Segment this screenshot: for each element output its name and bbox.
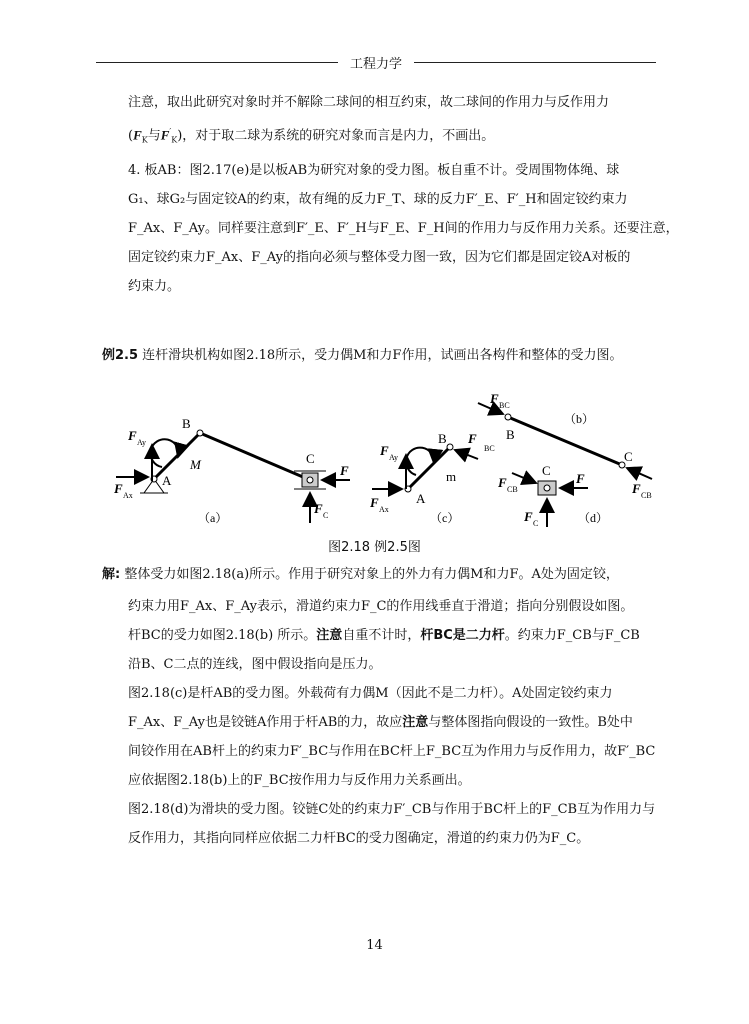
label-fay2: F — [380, 443, 389, 458]
paragraph-board-ab — [128, 156, 679, 301]
label-fax: F — [114, 481, 123, 496]
label-m: M — [190, 457, 201, 472]
label-b2: B — [438, 431, 447, 446]
figure-caption: 图2.18 例2.5图 — [328, 540, 421, 555]
pin-b-free — [505, 414, 511, 420]
label-c-slider: C — [542, 463, 551, 478]
text-line: 约束力用F_Ax、F_Ay表示，滑道约束力F_C的作用线垂直于滑道；指向分别假设如图。 — [128, 599, 634, 614]
text-line: 约束力。 — [128, 279, 181, 294]
rod-bc — [200, 433, 310, 480]
solution-label-line — [102, 563, 619, 582]
page-number: 14 — [366, 938, 383, 953]
force-fbc-prime-arrow — [455, 450, 478, 459]
note-emphasis: 注意 — [316, 628, 343, 643]
label-fbc-prime: F — [468, 431, 477, 446]
sub-ax2: Ax — [379, 505, 389, 514]
text-line: 图2.18(c)是杆AB的受力图。外载荷有力偶M（因此不是二力杆）。A处固定铰约束力 — [128, 686, 613, 701]
label-f-slider: F — [576, 471, 585, 486]
prime: ′ — [169, 127, 172, 136]
label-diagram-b: （b） — [564, 412, 595, 426]
label-fcb: F — [632, 481, 641, 496]
text-line: 沿B、C二点的连线，图中假设指向是压力。 — [128, 657, 382, 672]
text-fragment: 。约束力F_CB与F_CB — [504, 628, 640, 643]
text-fragment: )，对于取二球为系统的研究对象而言是内力，不画出。 — [177, 128, 495, 144]
text-line — [128, 117, 673, 154]
force-fcb-prime-arrow — [512, 473, 536, 483]
label-fc: F — [314, 501, 323, 516]
text-fragment: 自重不计时， — [342, 628, 421, 643]
label-diagram-d: （d） — [578, 511, 609, 525]
sub-bc2: BC — [484, 444, 495, 453]
label-fay: F — [128, 428, 137, 443]
label-c: C — [306, 451, 315, 466]
text-line: 固定铰约束力F_Ax、F_Ay的指向必须与整体受力图一致，因为它们都是固定铰A对板的 — [128, 250, 631, 265]
couple-m-arrow — [151, 439, 179, 467]
figure-2-18 — [110, 385, 670, 535]
page-header — [96, 52, 656, 72]
pin-c-slider — [544, 485, 550, 491]
text-line: 间铰作用在AB杆上的约束力F′_BC与作用在BC杆上F_BC互为作用力与反作用力，故F′_BC — [128, 744, 656, 759]
text-line: G₁、球G₂与固定铰A的约束，故有绳的反力F_T、球的反力F′_E、F′_H和固定铰约束力 — [128, 192, 628, 207]
text-line: 4. 板AB：图2.17(e)是以板AB为研究对象的受力图。板自重不计。受周围物体绳、球 — [128, 163, 620, 178]
text-fragment: 杆BC的受力如图2.18(b) 所示。 — [128, 628, 317, 643]
paren: ( — [128, 128, 134, 144]
diagram-c — [369, 431, 495, 525]
sub-c: C — [323, 511, 329, 520]
conjunction: 与 — [147, 128, 161, 144]
text-line — [128, 621, 673, 650]
label-fcb-prime: F — [498, 475, 507, 490]
subscript: K — [171, 135, 178, 145]
label-f: F — [340, 463, 349, 478]
subscript: K — [141, 135, 148, 145]
pin-b — [197, 430, 203, 436]
sub-bc: BC — [499, 401, 510, 410]
label-diagram-a: （a） — [198, 511, 228, 525]
couple-m2-arrow — [406, 448, 434, 475]
force-fcb-arrow — [627, 468, 652, 479]
label-b-free: B — [506, 427, 515, 442]
sub-cb2: CB — [507, 485, 518, 494]
text-fragment: 与整体图指向假设的一致性。B处中 — [428, 715, 633, 730]
label-c-free: C — [624, 449, 633, 464]
rod-ab-free — [408, 447, 450, 489]
sub-ax: Ax — [123, 491, 133, 500]
diagram-d — [497, 463, 608, 528]
text-line: 应依据图2.18(b)上的F_BC按作用力与反作用力关系画出。 — [128, 773, 471, 788]
label-fc-slider: F — [524, 509, 533, 524]
two-force-emphasis: 杆BC是二力杆 — [420, 628, 505, 643]
paragraph-intro — [128, 88, 673, 154]
sub-c2: C — [533, 519, 539, 528]
label-m2: m — [446, 469, 457, 484]
example-label: 例2.5 — [102, 348, 139, 363]
label-fbc: F — [490, 391, 499, 406]
header-rule-left — [96, 62, 338, 63]
sub-cb: CB — [641, 491, 652, 500]
text-fragment: F_Ax、F_Ay也是铰链A作用于杆AB的力，故应 — [128, 715, 403, 730]
text-line: 注意，取出此研究对象时并不解除二球间的相互约束，故二球间的作用力与反作用力 — [128, 95, 610, 110]
pin-c — [307, 477, 313, 483]
text-line: 反作用力，其指向同样应依据二力杆BC的受力图确定，滑道的约束力仍为F_C。 — [128, 831, 590, 846]
sub-ay: Ay — [137, 438, 147, 447]
text-line — [128, 708, 673, 737]
label-a: A — [162, 473, 172, 488]
diagram-a — [113, 416, 350, 525]
pin-b2-free — [447, 444, 453, 450]
force-symbol: F — [160, 127, 170, 143]
sub-ay2: Ay — [389, 453, 399, 462]
label-b: B — [182, 416, 191, 431]
paragraph-solution — [128, 592, 673, 853]
text-line: 图2.18(d)为滑块的受力图。铰链C处的约束力F′_CB与作用于BC杆上的F_CB互为作用力与 — [128, 802, 656, 817]
example-text: 连杆滑块机构如图2.18所示，受力偶M和力F作用，试画出各构件和整体的受力图。 — [142, 348, 623, 363]
force-symbol: F — [133, 127, 142, 143]
text-line: F_Ax、F_Ay。同样要注意到F′_E、F′_H与F_E、F_H间的作用力与反作用力关系。还要注意， — [128, 221, 679, 236]
example-statement — [102, 344, 622, 363]
solution-label: 解: — [102, 567, 121, 582]
note-emphasis: 注意 — [402, 715, 429, 730]
label-diagram-c: （c） — [430, 511, 460, 525]
text-line: 整体受力如图2.18(a)所示。作用于研究对象上的外力有力偶M和力F。A处为固定铰， — [124, 567, 619, 582]
header-rule-right — [414, 62, 656, 63]
label-a2: A — [416, 491, 426, 506]
header-title: 工程力学 — [350, 56, 403, 72]
label-fax2: F — [370, 495, 379, 510]
